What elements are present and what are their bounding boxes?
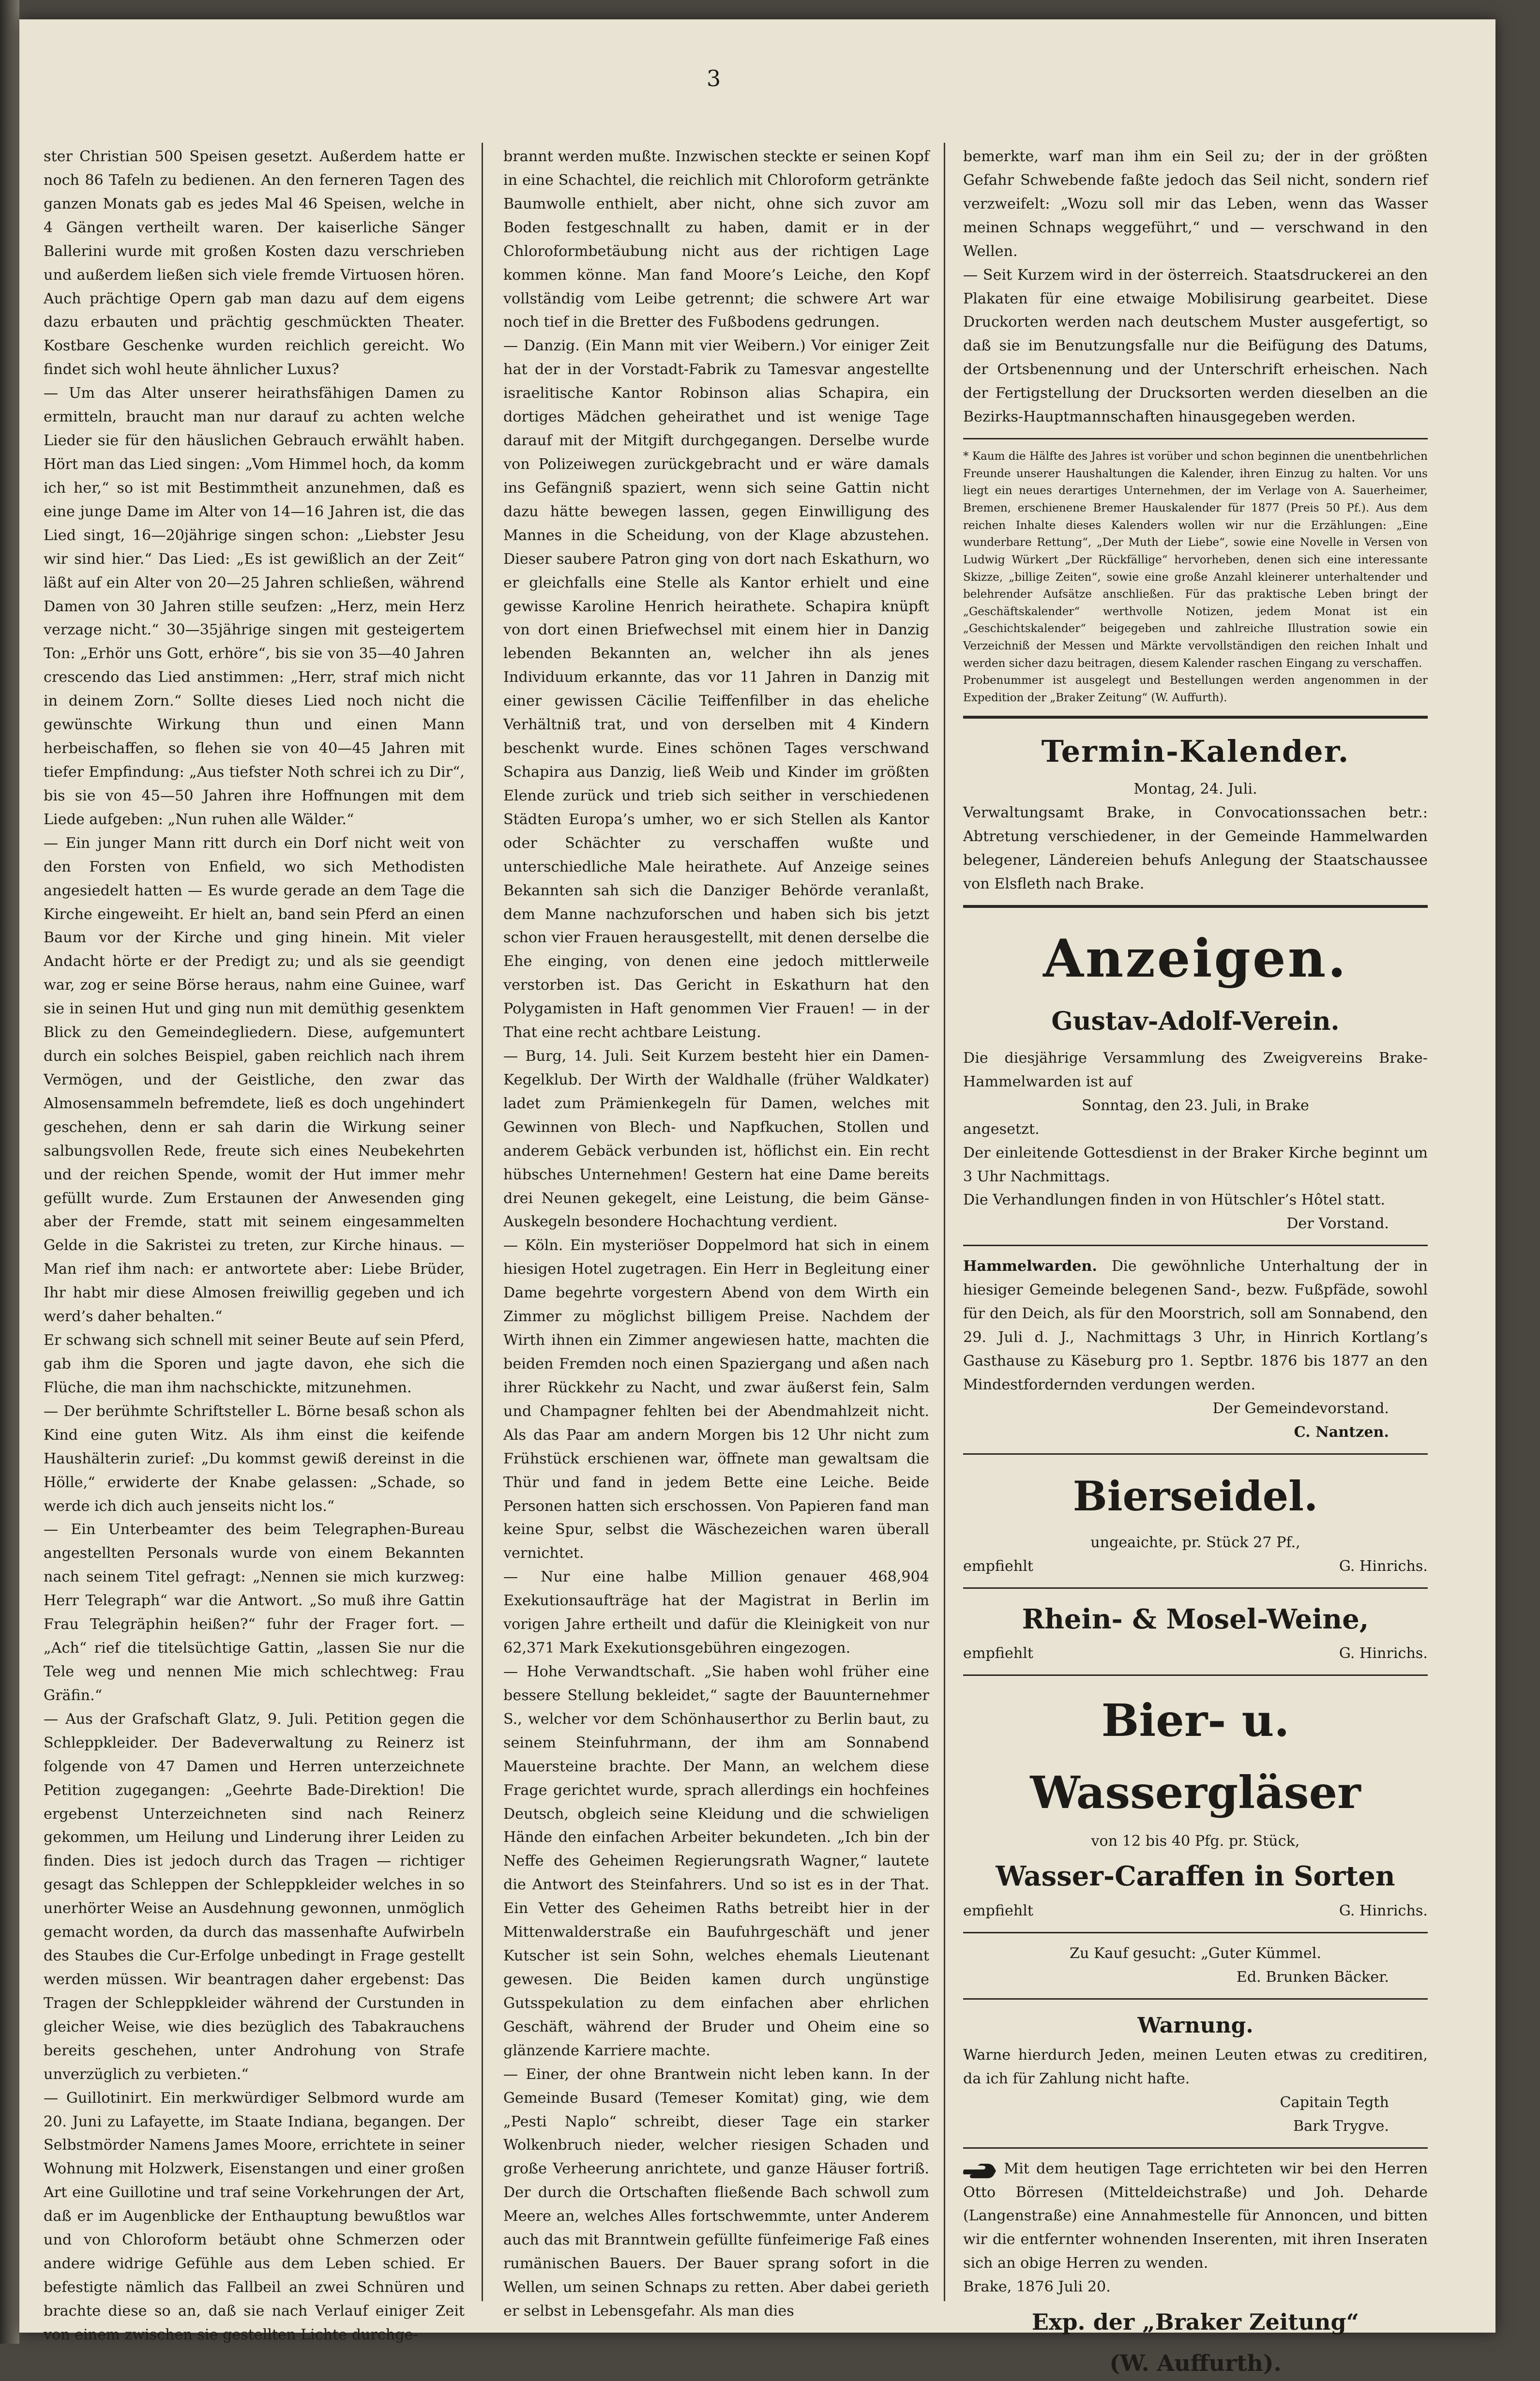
verein-title: Gustav-Adolf-Verein.	[1051, 1006, 1340, 1036]
caraffen-sign: G. Hinrichs.	[1339, 1902, 1428, 1919]
caraffen-title: Wasser-Caraffen in Sorten	[996, 1860, 1395, 1893]
warnung-sign2: Bark Trygve.	[1293, 2117, 1389, 2135]
verein-text3: Der einleitende Gottesdienst in der Braker Kirche beginnt um 3 Uhr Nachmittags.	[963, 1144, 1428, 1185]
termin-title: Termin-Kalender.	[1041, 733, 1350, 769]
article-paragraph: bemerkte, warf man ihm ein Seil zu; der in der größten Gefahr Schwebende faßte jedoch das Seil nicht, sondern rief verzweifelt: „Wozu soll mir das Leben, wenn das Wasser meinen Schnaps weggeführt,“ und — verschwand in den Wellen.	[963, 148, 1428, 260]
rhein-empfiehlt: empfiehlt	[963, 1645, 1034, 1662]
hammel-sign2: C. Nantzen.	[1294, 1423, 1389, 1441]
ad-divider	[963, 1998, 1428, 2000]
column-1	[44, 145, 465, 2343]
calendar-note: * Kaum die Hälfte des Jahres ist vorüber und schon beginnen die unentbehrlichen Freunde unserer Haushaltungen die Kalender, ihren Einzug zu halten. Vor uns liegt ein neues derartiges Unternehmen, der im Verlage von A. Sauerheimer, Bremen, erschienene Bremer Hauskalender für 1877 (Preis 50 Pf.). Aus dem reichen Inhalte dieses Kalenders wollen wir nur die Erzählungen: „Eine wunderbare Rettung“, „Der Muth der Liebe“, sowie eine Novelle in Versen von Ludwig Würkert „Der Rückfällige“ hervorheben, denen sich eine interessante Skizze, „billige Zeiten“, sowie eine große Anzahl kleinerer unterhaltender und belehrender Aufsätze anschließen. Für das praktische Leben bringt der „Geschäftskalender“ werthvolle Notizen, jedem Monat ist ein „Geschichtskalender“ beigegeben und zahlreiche Illustration sowie ein Verzeichniß der Messen und Märkte vervollständigen den reichen Inhalt und werden sicher dazu beitragen, diesem Kalender raschen Eingang zu verschaffen.	[963, 450, 1428, 670]
ad-divider	[963, 1674, 1428, 1676]
termin-text: Verwaltungsamt Brake, in Convocationssachen betr.: Abtretung verschiedener, in der Gemeinde Hammelwarden belegener, Ländereien behufs Anlegung der Staatschaussee von Elsfleth nach Brake.	[963, 804, 1428, 892]
article-paragraph: — Aus der Grafschaft Glatz, 9. Juli. Petition gegen die Schleppkleider. Der Badeverwaltung zu Reinerz ist folgende von 47 Damen und Herren unterzeichnete Petition zugegangen: „Geehrte Bade-Direktion! Die ergebenst Unterzeichneten sind nach Reinerz gekommen, um Heilung und Linderung ihrer Leiden zu finden. Dies ist jedoch durch das Tragen — richtiger gesagt das Schleppen der Schleppkleider welches in so unerhörter Weise an Ausdehnung gewonnen, unmöglich gemacht worden, da durch das massenhafte Aufwirbeln des Staubes die Cur-Erfolge unbedingt in Frage gestellt werden müssen. Wir beantragen daher ergebenst: Das Tragen der Schleppkleider während der Curstunden in gleicher Weise, wie dies bezüglich des Tabakrauchens bereits geschehen, unter Androhung von Strafe unverzüglich zu verbieten.“	[44, 1710, 465, 2083]
verein-date: Sonntag, den 23. Juli, in Brake	[1082, 1097, 1309, 1114]
bierseidel-text: ungeaichte, pr. Stück 27 Pf.,	[1090, 1534, 1300, 1551]
bierseidel-empfiehlt: empfiehlt	[963, 1557, 1034, 1575]
ad-divider	[963, 1453, 1428, 1455]
bierseidel-sign: G. Hinrichs.	[1339, 1557, 1428, 1575]
caraffen-empfiehlt: empfiehlt	[963, 1902, 1034, 1919]
hammel-title: Hammelwarden.	[963, 1258, 1097, 1275]
anzeigen-title: Anzeigen.	[1043, 928, 1348, 989]
calendar-note-order: Probenummer ist ausgelegt und Bestellungen werden angenommen in der Expedition der „Braker Zeitung“ (W. Auffurth).	[963, 674, 1428, 705]
termin-date: Montag, 24. Juli.	[1133, 781, 1257, 798]
article-paragraph: Er schwang sich schnell mit seiner Beute auf sein Pferd, gab ihm die Sporen und jagte davon, ehe sich die Flüche, die man ihm nachschickte, mitzunehmen.	[44, 1332, 465, 1396]
article-paragraph: — Nur eine halbe Million genauer 468,904 Exekutionsaufträge hat der Magistrat in Berlin im vorigen Jahre ertheilt und dafür die Kleinigkeit von nur 62,371 Mark Exekutionsgebühren eingezogen.	[503, 1568, 929, 1657]
article-paragraph: — Guillotinirt. Ein merkwürdiger Selbmord wurde am 20. Juni zu Lafayette, im Staate Indiana, begangen. Der Selbstmörder Namens James Moore, errichtete in seiner Wohnung mit Holzwerk, Eisenstangen und einer großen Art eine Guillotine und traf seine Vorkehrungen der Art, daß er im Augenblicke der Enthauptung bewußtlos war und von Chloroform betäubt ohne Schmerzen oder andere widrige Gefühle aus dem Leben schied. Er befestigte nämlich das Fallbeil an zwei Schnüren und brachte diese so an, daß sie nach Verlauf einiger Zeit von einem zwischen sie gestellten Lichte durchge-	[44, 2089, 465, 2343]
article-paragraph: — Danzig. (Ein Mann mit vier Weibern.) Vor einiger Zeit hat der in der Vorstadt-Fabrik zu Tamesvar angestellte israelitische Kantor Robinson alias Schapira, ein dortiges Mädchen geheirathet und ist wenige Tage darauf mit der Mitgift durchgegangen. Derselbe wurde von Polizeiwegen zurückgebracht und er wäre damals ins Gefängniß spaziert, wenn sich seine Gattin nicht dazu hätte bewegen lassen, gegen Einwilligung des Mannes in die Scheidung, von der Klage abzustehen. Dieser saubere Patron ging von dort nach Eskathurn, wo er gleichfalls eine Stelle als Kantor erhielt und eine gewisse Karoline Henrich heirathete. Schapira knüpft von dort einen Briefwechsel mit einem hier in Danzig lebenden Bekannten an, welcher ihn als jenes Individuum erkannte, das vor 11 Jahren in Danzig mit einer gewissen Cäcilie Teiffenfilber in das eheliche Verhältniß trat, und von derselben mit 4 Kindern beschenkt wurde. Eines schönen Tages verschwand Schapira aus Danzig, ließ Weib und Kinder im größten Elende zurück und trieb sich seither in verschiedenen Städten Europa’s umher, wo er sich Stellen als Kantor oder Schächter zu verschaffen wußte und unterschiedliche Male heirathete. Auf Anzeige seines Bekannten sah sich die Danziger Behörde veranlaßt, dem Manne nachzuforschen und haben sich bis jetzt schon vier Frauen herausgestellt, mit denen derselbe die Ehe einging, von denen eine jedoch mittlerweile verstorben ist. Das Gericht in Eskathurn hat den Polygamisten in Haft genommen Vier Frauen! — in der That eine recht achtbare Leistung.	[503, 337, 929, 1041]
ad-divider	[963, 1245, 1428, 1246]
article-paragraph: — Hohe Verwandtschaft. „Sie haben wohl früher eine bessere Stellung bekleidet,“ sagte der Bauunternehmer S., welcher vor dem Schönhauserthor zu Berlin baut, zu seinem Steinfuhrmann, der ihm am Sonnabend Mauersteine brachte. Der Mann, an welchem diese Frage gerichtet wurde, sprach allerdings ein hochfeines Deutsch, obgleich seine Kleidung und die schwieligen Hände den einfachen Arbeiter bekundeten. „Ich bin der Neffe des Geheimen Regierungsrath Wagner,“ lautete die Antwort des Steinfahrers. Und so ist es in der That. Ein Vetter des Geheimen Raths betreibt hier in der Mittenwalderstraße ein Baufuhrgeschäft und jener Kutscher ist sein Sohn, welches ehemals Lieutenant gewesen. Die Beiden kamen durch ungünstige Gutsspekulation zu dem einfachen aber ehrlichen Geschäft, während der Bruder und Oheim eine so glänzende Karriere machte.	[503, 1663, 929, 2059]
section-divider	[963, 716, 1428, 719]
rhein-sign: G. Hinrichs.	[1339, 1645, 1428, 1662]
ad-divider	[963, 2147, 1428, 2149]
verein-text: Die diesjährige Versammlung des Zweigvereins Brake-Hammelwarden ist auf	[963, 1049, 1428, 1090]
verein-text2: angesetzt.	[963, 1120, 1040, 1138]
glaeser-text: von 12 bis 40 Pfg. pr. Stück,	[1091, 1833, 1300, 1850]
column-3	[963, 145, 1428, 2376]
exp-date: Brake, 1876 Juli 20.	[963, 2278, 1111, 2296]
verein-sign: Der Vorstand.	[1286, 1215, 1389, 1233]
kauf-sign: Ed. Brunken Bäcker.	[1236, 1968, 1389, 1986]
exp-sign: (W. Auffurth).	[1109, 2350, 1282, 2376]
page-number: 3	[707, 65, 721, 91]
article-paragraph: — Köln. Ein mysteriöser Doppelmord hat sich in einem hiesigen Hotel zugetragen. Ein Herr in Begleitung einer Dame begehrte vorgestern Abend von dem Wirth ein Zimmer zu möglichst billigem Preise. Nachdem der Wirth ihnen ein Zimmer angewiesen hatte, machten die beiden Fremden noch einen Spaziergang und aßen nach ihrer Rückkehr zu Nacht, und zwar äußerst fein, Salm und Champagner fehlten bei der Abendmahlzeit nicht. Als das Paar am andern Morgen bis 12 Uhr nicht zum Frühstück erschienen war, öffnete man gewaltsam die Thür und fand in jedem Bette eine Leiche. Beide Personen hatten sich erschossen. Von Papieren fand man keine Spur, selbst die Wäschezeichen waren überall vernichtet.	[503, 1237, 929, 1562]
previous-page-edge	[0, 0, 19, 2344]
verein-text4: Die Verhandlungen finden in von Hütschler’s Hôtel statt.	[963, 1191, 1385, 1209]
warnung-sign1: Capitain Tegth	[1280, 2094, 1389, 2111]
hammel-text: Die gewöhnliche Unterhaltung der in hiesiger Gemeinde belegenen Sand-, bezw. Fußpfäde, sowohl für den Deich, als für den Moorstrich, soll am Sonnabend, den 29. Juli d. J., Nachmittags 3 Uhr, in Hinrich Kortlang’s Gasthause zu Käseburg pro 1. Septbr. 1876 bis 1877 an den Mindestfordernden verdungen werden.	[963, 1258, 1428, 1393]
section-divider	[963, 905, 1428, 908]
section-divider	[963, 438, 1428, 439]
exp-title: Exp. der „Braker Zeitung“	[1031, 2309, 1359, 2336]
bierseidel-title: Bierseidel.	[1072, 1472, 1318, 1520]
rhein-title: Rhein- & Mosel-Weine,	[1022, 1603, 1369, 1635]
article-paragraph: — Seit Kurzem wird in der österreich. Staatsdruckerei an den Plakaten für eine etwaige Mobilisirung gearbeitet. Diese Druckorten werden nach deutschem Muster ausgefertigt, so daß sie im Benutzungsfalle nur die Beifügung des Datums, der Ortsbenennung und der Unterschrift erheischen. Nach der Fertigstellung der Drucksorten werden dieselben an die Bezirks-Hauptmannschaften hinausgegeben werden.	[963, 266, 1428, 426]
article-paragraph: ster Christian 500 Speisen gesetzt. Außerdem hatte er noch 86 Tafeln zu bedienen. An den ferneren Tagen des ganzen Monats gab es jedes Mal 46 Speisen, welche in 4 Gängen vertheilt waren. Der kaiserliche Sänger Ballerini wurde mit großen Kosten dazu verschrieben und außerdem ließen sich viele fremde Virtuosen hören. Auch prächtige Opern gab man dazu auf dem eigens dazu erbauten und prächtig geschmückten Theater. Kostbare Geschenke wurden reichlich gereicht. Wo findet sich wohl heute ähnlicher Luxus?	[44, 148, 465, 378]
glaeser-title: Bier- u. Wassergläser	[1030, 1694, 1361, 1819]
column-rule-1	[482, 143, 483, 2301]
pointing-hand-icon	[963, 2162, 997, 2177]
article-paragraph: — Der berühmte Schriftsteller L. Börne besaß schon als Kind eine guten Witz. Als ihm einst die keifende Haushälterin zurief: „Du kommst gewiß dereinst in die Hölle,“ erwiderte der Knabe gelassen: „Schade, so werde ich dich auch jenseits nicht los.“	[44, 1402, 465, 1515]
article-paragraph: brannt werden mußte. Inzwischen steckte er seinen Kopf in eine Schachtel, die reichlich mit Chloroform getränkte Baumwolle enthielt, aber nicht, ohne sich zuvor am Boden festgeschnallt zu haben, damit er in der Chloroformbetäubung nicht aus der richtigen Lage kommen könne. Man fand Moore’s Leiche, den Kopf vollständig vom Leibe getrennt; die schwere Art war noch tief in die Bretter des Fußbodens gedrungen.	[503, 148, 929, 331]
article-paragraph: — Einer, der ohne Brantwein nicht leben kann. In der Gemeinde Busard (Temeser Komitat) ging, wie dem „Pesti Naplo“ schreibt, dieser Tage ein starker Wolkenbruch nieder, welcher riesigen Schaden und große Verheerung anrichtete, und ganze Häuser fortriß. Der durch die Ortschaften fließende Bach schwoll zum Meere an, welches Alles fortschwemmte, unter Anderem auch das mit Branntwein gefüllte fünfeimerige Faß eines rumänischen Bauers. Der Bauer sprang sofort in die Wellen, um seinen Schnaps zu retten. Aber dabei gerieth er selbst in Lebensgefahr. Als man dies	[503, 2065, 929, 2320]
article-paragraph: — Ein junger Mann ritt durch ein Dorf nicht weit von den Forsten von Enfield, wo sich Methodisten angesiedelt hatten — Es wurde gerade an dem Tage die Kirche eingeweiht. Er hielt an, band sein Pferd an einen Baum vor der Kirche und ging hinein. Mit vieler Andacht hörte er der Predigt zu; und als sie geendigt war, zog er seine Börse heraus, nahm eine Guinee, warf sie in seinen Hut und ging nun mit demüthig gesenktem Blick zu den Gemeindegliedern. Diese, aufgemuntert durch ein solches Beispiel, gaben reichlich nach ihrem Vermögen, und der Geistliche, den zwar das Almosensammeln befremdete, ließ es doch ungehindert geschehen, denn er sah darin die Wirkung seiner salbungsvollen Rede, freute sich eines Neubekehrten und der reichen Spende, womit der Hut immer mehr gefüllt wurde. Zum Erstaunen der Anwesenden ging aber der Fremde, statt mit seinem eingesammelten Gelde in die Sakristei zu treten, zur Kirche hinaus. — Man rief ihm nach: er antwortete aber: Liebe Brüder, Ihr habt mir diese Almosen freiwillig gegeben und ich werd’s daher behalten.“	[44, 834, 465, 1326]
ad-divider	[963, 1587, 1428, 1589]
article-paragraph: — Um das Alter unserer heirathsfähigen Damen zu ermitteln, braucht man nur darauf zu achten welche Lieder sie für den häuslichen Gebrauch erwählt haben. Hört man das Lied singen: „Vom Himmel hoch, da komm ich her,“ so ist mit Bestimmtheit anzunehmen, daß es eine junge Dame im Alter von 14—16 Jahren ist, die das Lied singt, 16—20jährige singen schon: „Liebster Jesu wir sind hier.“ Das Lied: „Es ist gewißlich an der Zeit“ läßt auf ein Alter von 20—25 Jahren schließen, während Damen von 30 Jahren stille seufzen: „Herz, mein Herz verzage nicht.“ 30—35jährige singen mit gesteigertem Ton: „Erhör uns Gott, erhöre“, bis sie von 35—40 Jahren crescendo das Lied anstimmen: „Herr, straf mich nicht in deinem Zorn.“ Sollte dieses Lied noch nicht die gewünschte Wirkung thun und einen Mann herbeischaffen, so flehen sie von 40—45 Jahren mit tiefer Empfindung: „Aus tiefster Noth schrei ich zu Dir“, bis sie von 45—50 Jahren ihre Hoffnungen mit dem Liede aufgeben: „Nun ruhen alle Wälder.“	[44, 385, 465, 828]
column-rule-2	[944, 143, 945, 2301]
warnung-text: Warne hierdurch Jeden, meinen Leuten etwas zu creditiren, da ich für Zahlung nicht hafte.	[963, 2046, 1428, 2087]
hammel-sign1: Der Gemeindevorstand.	[1212, 1400, 1389, 1417]
exp-text: Mit dem heutigen Tage errichteten wir bei den Herren Otto Börresen (Mitteldeichstraße) und Joh. Deharde (Langenstraße) eine Annahmestelle für Annoncen, und bitten wir die entfernter wohnenden Inserenten, mit ihren Inseraten sich an obige Herren zu wenden.	[963, 2160, 1428, 2272]
article-paragraph: — Burg, 14. Juli. Seit Kurzem besteht hier ein Damen-Kegelklub. Der Wirth der Waldhalle (früher Waldkater) ladet zum Prämienkegeln für Damen, welches mit Gewinnen von Blech- und Napfkuchen, Stollen und anderem Gebäck verbunden ist, höflichst ein. Ein recht hübsches Unternehmen! Gestern hat eine Dame bereits drei Neunen gekegelt, eine Leistung, die beim Gänse-Auskegeln besondere Hochachtung verdient.	[503, 1048, 929, 1231]
warnung-title: Warnung.	[1137, 2013, 1253, 2038]
ad-divider	[963, 1932, 1428, 1933]
kauf-text: Zu Kauf gesucht: „Guter Kümmel.	[1069, 1944, 1322, 1962]
article-paragraph: — Ein Unterbeamter des beim Telegraphen-Bureau angestellten Personals wurde von einem Bekannten nach seinem Titel gefragt: „Nennen sie mich kurzweg: Herr Telegraph“ war die Antwort. „So muß ihre Gattin Frau Telegräphin heißen?“ fuhr der Frager fort. — „Ach“ rief die titelsüchtige Gattin, „lassen Sie nur die Tele weg und nennen Mie mich schlechtweg: Frau Gräfin.“	[44, 1521, 465, 1704]
column-2	[503, 145, 929, 2320]
